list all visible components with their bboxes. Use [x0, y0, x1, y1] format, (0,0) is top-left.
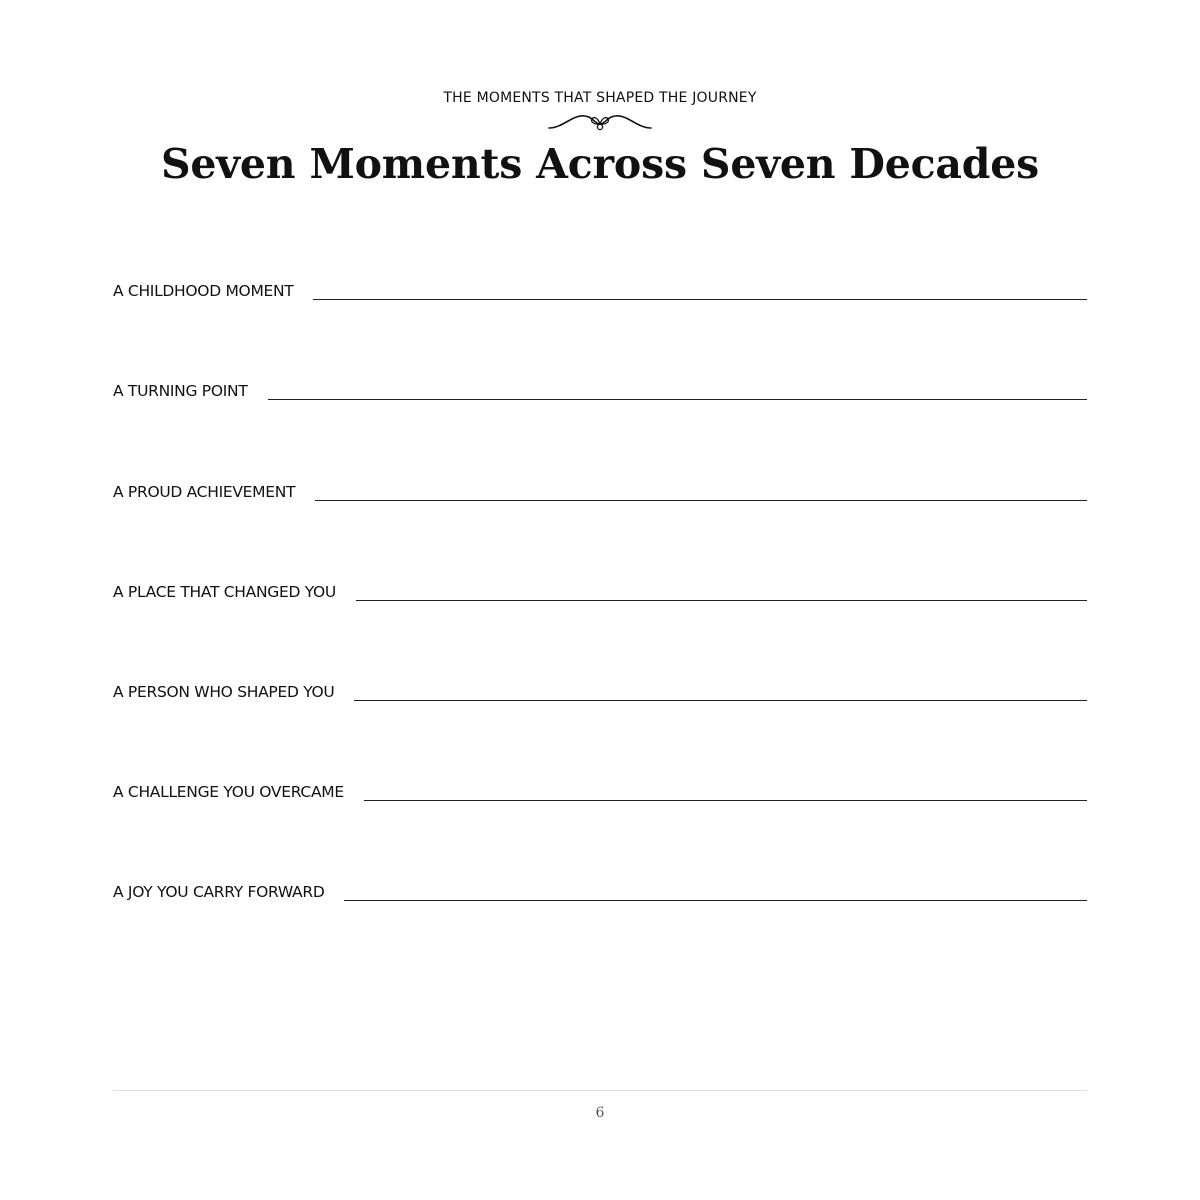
- prompt-row-achievement: [113, 471, 1087, 501]
- writing-line[interactable]: [315, 499, 1087, 501]
- writing-line[interactable]: [364, 799, 1087, 801]
- prompt-label: A CHILDHOOD MOMENT: [113, 282, 294, 300]
- writing-line[interactable]: [354, 699, 1087, 701]
- prompt-row-challenge: [113, 771, 1087, 801]
- prompt-label: A CHALLENGE YOU OVERCAME: [113, 783, 344, 801]
- section-eyebrow: THE MOMENTS THAT SHAPED THE JOURNEY: [443, 90, 757, 106]
- page-number: 6: [595, 1105, 605, 1121]
- writing-line[interactable]: [356, 599, 1087, 601]
- writing-line[interactable]: [313, 298, 1087, 300]
- writing-line[interactable]: [344, 899, 1087, 901]
- prompt-label: A JOY YOU CARRY FORWARD: [113, 883, 325, 901]
- prompt-label: A PERSON WHO SHAPED YOU: [113, 683, 335, 701]
- prompt-row-person: [113, 671, 1087, 701]
- page-title: Seven Moments Across Seven Decades: [160, 140, 1040, 188]
- footer-divider: [113, 1090, 1087, 1091]
- writing-line[interactable]: [268, 398, 1088, 400]
- prompt-row-turning-point: [113, 370, 1087, 400]
- flourish-ornament-icon: [545, 108, 655, 134]
- prompt-label: A TURNING POINT: [113, 382, 248, 400]
- prompt-label: A PLACE THAT CHANGED YOU: [113, 583, 336, 601]
- prompt-row-place: [113, 571, 1087, 601]
- prompt-label: A PROUD ACHIEVEMENT: [113, 483, 296, 501]
- prompt-row-childhood: [113, 270, 1087, 300]
- prompt-row-joy: [113, 871, 1087, 901]
